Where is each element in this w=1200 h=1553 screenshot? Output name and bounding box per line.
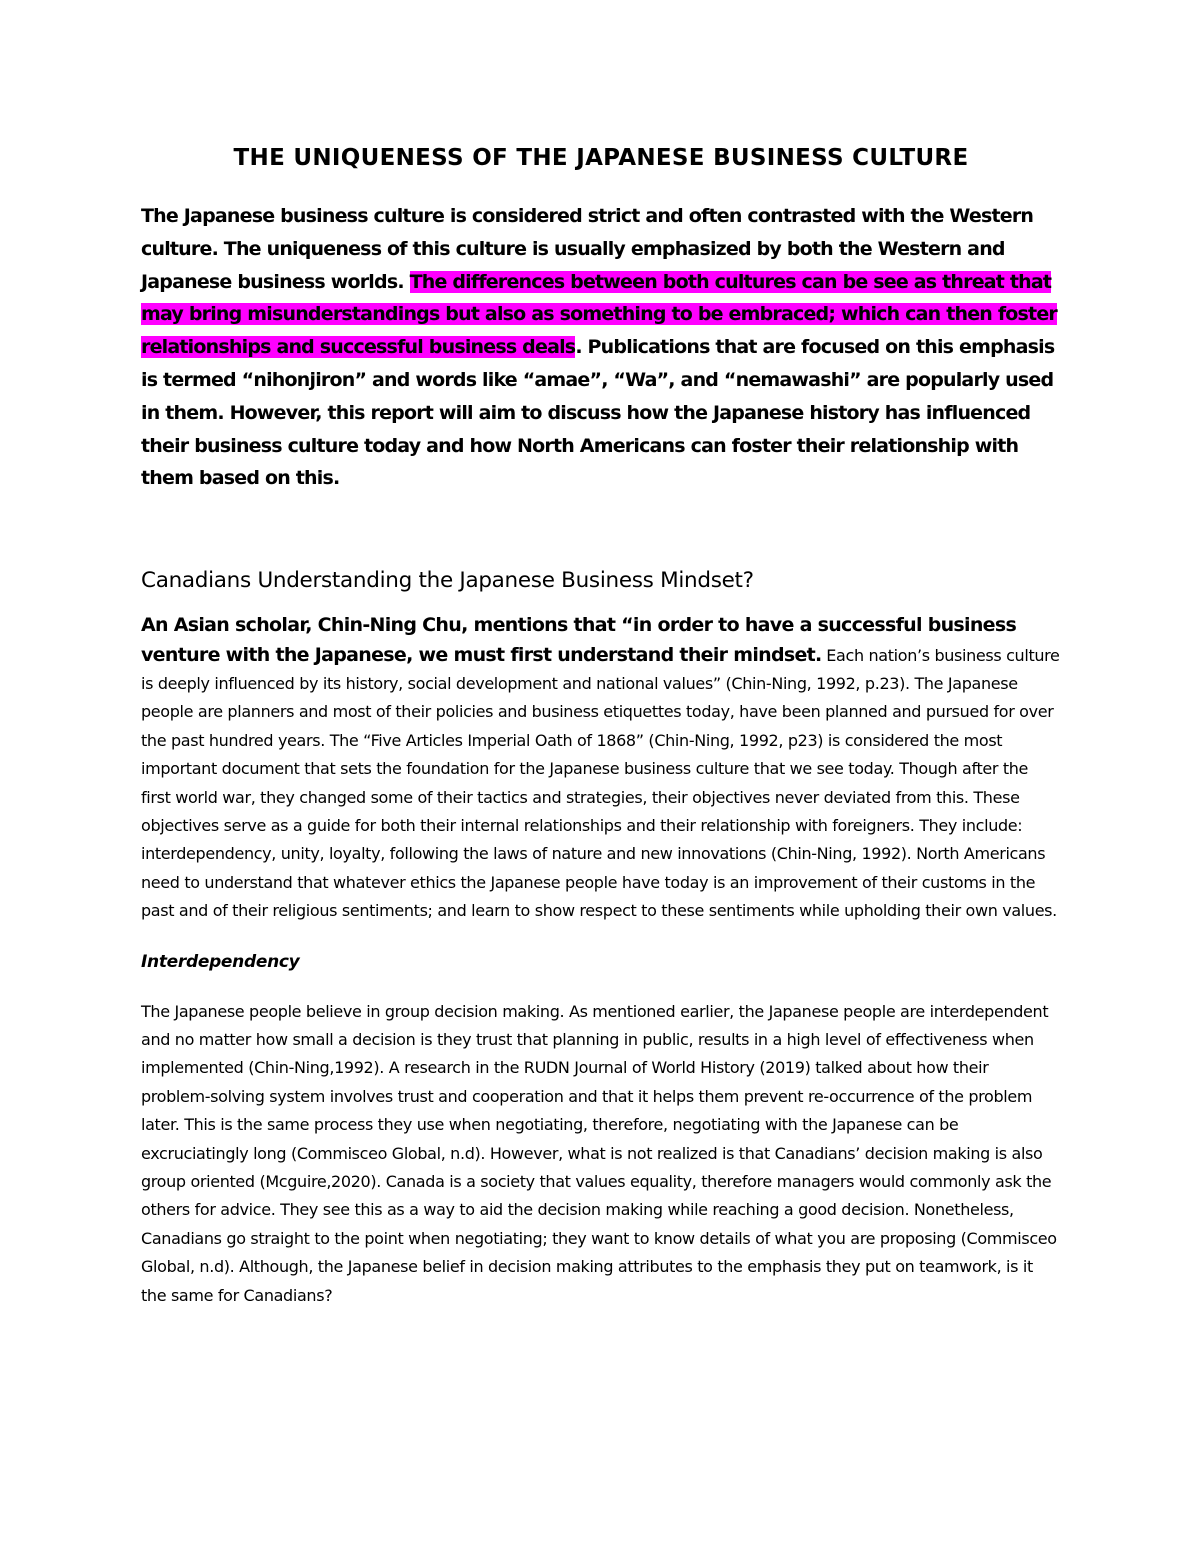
document-page (141, 138, 1061, 1310)
section-heading-mindset: Canadians Understanding the Japanese Business Mindset? (141, 568, 754, 594)
section-lead-quote: An Asian scholar, Chin-Ning Chu, mentions that “in order to have a successful business venture with the Japanese, we must first understand their mindset. (141, 614, 1017, 666)
intro-text-end: . Publications that are focused on this emphasis is termed “nihonjiron” and words like “amae”, “Wa”, and “nemawashi” are popularly used in them. However, this report will aim to discuss how the Japanese history has influenced their business culture today and how North Americans can foster their relationship with them based on this. (141, 336, 1055, 490)
intro-highlighted-text: The differences between both cultures can be see as threat that may bring misunderstandings but also as something to be embraced; which can then foster relationships and successful business deals (141, 270, 1057, 359)
section-paragraph-mindset (141, 611, 1061, 925)
intro-text-start: The Japanese business culture is considered strict and often contrasted with the Western culture. The uniqueness of this culture is usually emphasized by both the Western and Japanese business worlds. (141, 205, 1034, 293)
section-body-text: Each nation’s business culture is deeply influenced by its history, social development and national values” (Chin-Ning, 1992, p.23). The Japanese people are planners and most of their policies and business etiquettes today, have been planned and pursued for over the past hundred years. The “Five Articles Imperial Oath of 1868” (Chin-Ning, 1992, p23) is considered the most important document that sets the foundation for the Japanese business culture that we see today. Though after the first world war, they changed some of their tactics and strategies, their objectives never deviated from this. These objectives serve as a guide for both their internal relationships and their relationship with foreigners. They include: interdependency, unity, loyalty, following the laws of nature and new innovations (Chin-Ning, 1992). North Americans need to understand that whatever ethics the Japanese people have today is an improvement of their customs in the past and of their religious sentiments; and learn to show respect to these sentiments while upholding their own values. (141, 645, 1060, 921)
subsection-paragraph-interdependency: The Japanese people believe in group decision making. As mentioned earlier, the Japanese people are interdependent and no matter how small a decision is they trust that planning in public, results in a high level of effectiveness when implemented (Chin-Ning,1992). A research in the RUDN Journal of World History (2019) talked about how their problem-solving system involves trust and cooperation and that it helps them prevent re-occurrence of the problem later. This is the same process they use when negotiating, therefore, negotiating with the Japanese can be excruciatingly long (Commisceo Global, n.d). However, what is not realized is that Canadians’ decision making is also group oriented (Mcguire,2020). Canada is a society that values equality, therefore managers would commonly ask the others for advice. They see this as a way to aid the decision making while reaching a good decision. Nonetheless, Canadians go straight to the point when negotiating; they want to know details of what you are proposing (Commisceo Global, n.d). Although, the Japanese belief in decision making attributes to the emphasis they put on teamwork, is it the same for Canadians? (141, 1001, 1057, 1305)
document-title: THE UNIQUENESS OF THE JAPANESE BUSINESS CULTURE (233, 145, 969, 171)
subsection-heading-interdependency: Interdependency (141, 951, 300, 972)
intro-paragraph (141, 200, 1061, 495)
